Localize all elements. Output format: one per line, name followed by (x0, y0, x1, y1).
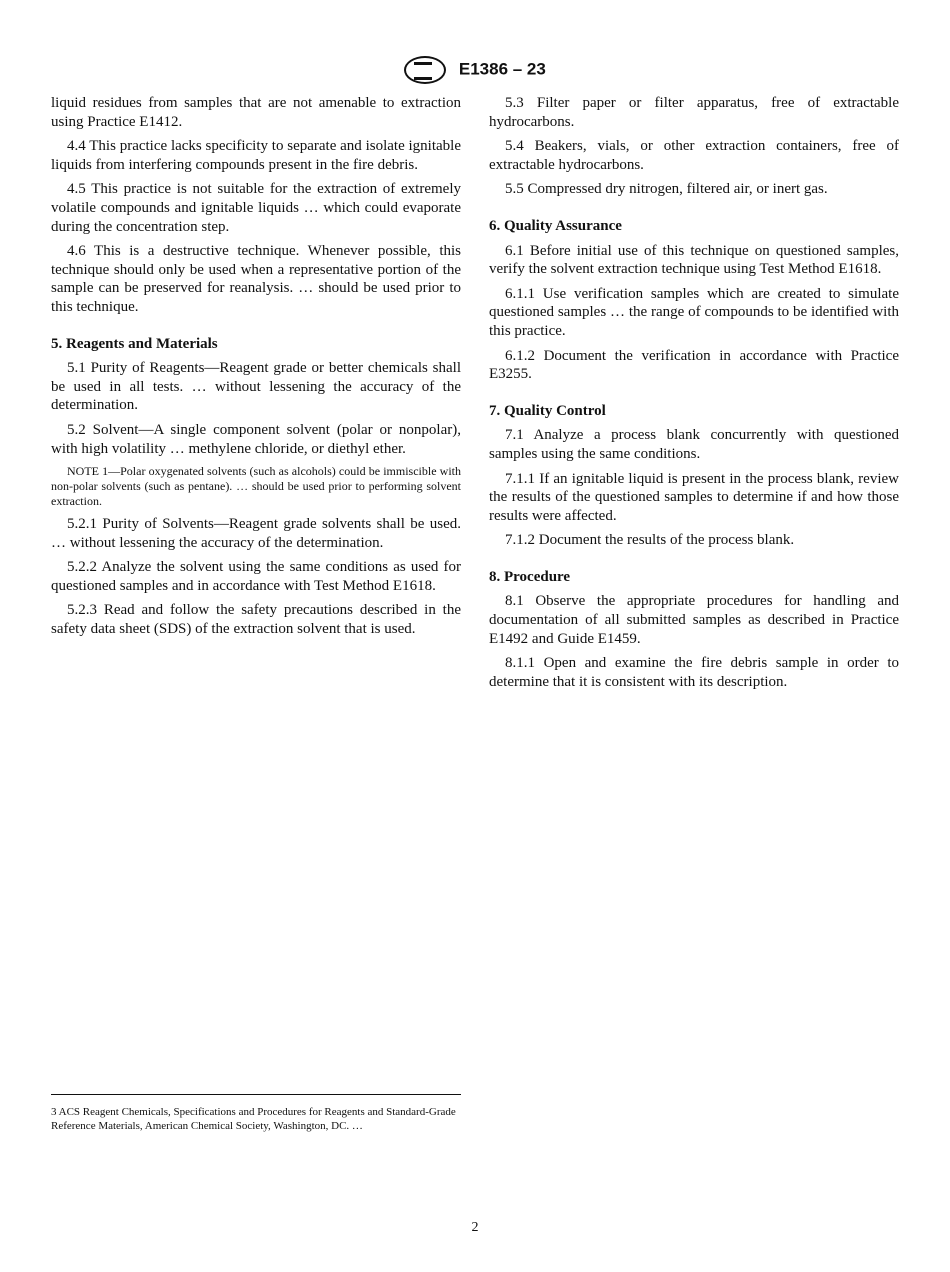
paragraph: 7.1.2 Document the results of the process blank. (505, 532, 795, 549)
paragraph: 5.1 Purity of Reagents—Reagent grade or better chemicals shall be used in all tests. … without lessening the accuracy of the determination. (51, 360, 461, 414)
paragraph: 7.1 Analyze a process blank concurrently with questioned samples using the same conditions. (489, 427, 899, 462)
paragraph: 5.2.3 Read and follow the safety precautions described in the safety data sheet (SDS) of the extraction solvent that is used. (51, 602, 461, 638)
page-header (0, 56, 950, 84)
section-heading: 5. Reagents and Materials (51, 335, 218, 352)
note: NOTE 1—Polar oxygenated solvents (such as alcohols) could be immiscible with non-polar solvents (such as pentane). … should be used prior to performing solvent extraction. (51, 464, 461, 509)
paragraph: 4.6 This is a destructive technique. Whenever possible, this technique should only be used when a representative portion of the sample can be preserved for reanalysis. … should be used prior to this technique. (51, 243, 461, 315)
section-heading: 6. Quality Assurance (489, 217, 622, 234)
paragraph: 6.1.2 Document the verification in accordance with Practice E3255. (489, 347, 899, 383)
section-heading: 7. Quality Control (489, 402, 606, 419)
paragraph: 5.3 Filter paper or filter apparatus, free of extractable hydrocarbons. (489, 95, 899, 130)
astm-logo-icon (404, 56, 446, 84)
paragraph: 5.2.1 Purity of Solvents—Reagent grade solvents shall be used. … without lessening the accuracy of the determination. (51, 516, 461, 551)
footnote: 3 ACS Reagent Chemicals, Specifications and Procedures for Reagents and Standard-Grade Reference Materials, American Chemical Society, Washington, DC. … (51, 1094, 461, 1133)
paragraph: 5.2.2 Analyze the solvent using the same conditions as used for questioned samples and in accordance with Test Method E1618. (51, 559, 461, 594)
paragraph: liquid residues from samples that are not amenable to extraction using Practice E1412. (51, 95, 461, 130)
paragraph: 6.1.1 Use verification samples which are created to simulate questioned samples … the range of compounds to be identified with this practice. (489, 285, 899, 339)
paragraph: 5.2 Solvent—A single component solvent (polar or nonpolar), with high volatility … methylene chloride, or diethyl ether. (51, 421, 461, 457)
paragraph: 8.1.1 Open and examine the fire debris sample in order to determine that it is consistent with its description. (489, 655, 899, 690)
paragraph: 8.1 Observe the appropriate procedures for handling and documentation of all submitted samples as described in Practice E1492 and Guide E1459. (489, 593, 899, 647)
page-number: 2 (471, 1220, 479, 1235)
paragraph: 6.1 Before initial use of this technique on questioned samples, verify the solvent extraction technique using Test Method E1618. (489, 242, 899, 278)
doc-id: E1386 – 23 (458, 59, 546, 79)
paragraph: 4.5 This practice is not suitable for the extraction of extremely volatile compounds and ignitable liquids … which could evaporate during the concentration step. (51, 181, 461, 235)
paragraph: 4.4 This practice lacks specificity to separate and isolate ignitable liquids from interfering compounds present in the fire debris. (51, 138, 461, 173)
paragraph: 5.4 Beakers, vials, or other extraction containers, free of extractable hydrocarbons. (489, 138, 899, 173)
section-heading: 8. Procedure (489, 568, 571, 585)
left-column (51, 94, 461, 645)
right-column (489, 94, 899, 697)
paragraph: 7.1.1 If an ignitable liquid is present in the process blank, review the results of the questioned samples to determine if and how those results were affected. (489, 470, 899, 524)
paragraph: 5.5 Compressed dry nitrogen, filtered air, or inert gas. (505, 181, 828, 198)
